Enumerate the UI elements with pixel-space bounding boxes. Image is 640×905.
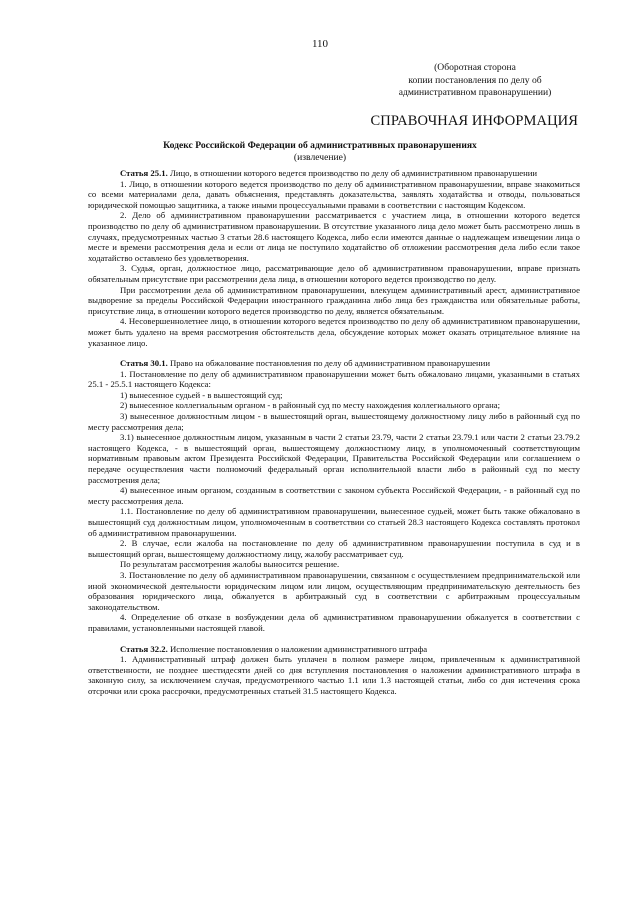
article-number: Статья 32.2.	[120, 643, 168, 654]
header-note-line: копии постановления по делу об	[408, 74, 542, 86]
paragraph: 4. Определение об отказе в возбуждении дела об административном правонарушении обжалуется в соответствии с правилами, установленными настоящей главой.	[88, 612, 580, 633]
paragraph: 3) вынесенное должностным лицом - в вышестоящий орган, вышестоящему должностному лицу либо в районный суд по месту рассмотрения дела;	[88, 411, 580, 432]
paragraph: 4) вынесенное иным органом, созданным в соответствии с законом субъекта Российской Федерации, - в районный суд по месту рассмотрения дела.	[88, 485, 580, 506]
paragraph: 3. Судья, орган, должностное лицо, рассматривающие дело об административном правонарушении, вправе признать обязательным присутствие при рассмотрении дела лица, в отношении которого ведется производство по делу.	[88, 263, 580, 284]
document-body	[88, 168, 580, 697]
header-note	[370, 62, 580, 100]
paragraph: 2) вынесенное коллегиальным органом - в районный суд по месту нахождения коллегиального органа;	[120, 400, 501, 411]
paragraph: 3. Постановление по делу об административном правонарушении, связанном с осуществлением предпринимательской или иной экономической деятельности юридическим лицом или лицом, осуществляющим предпринимательскую деятельность без образования юридического лица, обжалуется в арбитражный суд в соответствии с арбитражным процессуальным законодательством.	[88, 569, 580, 612]
article-heading	[88, 358, 580, 369]
paragraph: 2. В случае, если жалоба на постановление по делу об административном правонарушении поступила в суд и в вышестоящий орган, вышестоящему должностному лицу, жалобу рассматривает суд.	[88, 538, 580, 559]
article-title: Право на обжалование постановления по делу об административном правонарушении	[167, 358, 490, 369]
paragraph: 1) вынесенное судьей - в вышестоящий суд;	[120, 389, 283, 400]
article-title: Лицо, в отношении которого ведется производство по делу об административном правонарушении	[167, 168, 538, 178]
paragraph: 1. Лицо, в отношении которого ведется производство по делу об административном правонарушении, вправе знакомиться со всеми материалами дела, давать объяснения, представлять доказательства, заявлять ходатайства и отводы, пользоваться юридической помощью защитника, а также иными процессуальными правами в соответствии с настоящим Кодексом.	[88, 178, 580, 210]
header-note-line: административном правонарушении)	[398, 87, 552, 98]
paragraph: 1.1. Постановление по делу об административном правонарушении, вынесенное судьей, может быть также обжаловано в вышестоящий суд должностным лицом, уполномоченным в соответствии со статьей 28.3 настоящего Кодекса составлять протокол об административном правонарушении.	[88, 506, 580, 538]
article-number: Статья 25.1.	[120, 168, 168, 178]
article-number: Статья 30.1.	[120, 358, 168, 369]
paragraph: При рассмотрении дела об административном правонарушении, влекущем административный арест, административное выдворение за пределы Российской Федерации иностранного гражданина либо лица без гражданства или обязательные работы, присутствие лица, в отношении которого ведется производство по делу, является обязательным.	[88, 284, 580, 316]
reference-title: СПРАВОЧНАЯ ИНФОРМАЦИЯ	[370, 113, 578, 129]
article-heading	[88, 168, 580, 179]
paragraph: 1. Постановление по делу об административном правонарушении может быть обжаловано лицами, указанными в статьях 25.1 - 25.5.1 настоящего Кодекса:	[88, 368, 580, 390]
article-title: Исполнение постановления о наложении административного штрафа	[167, 643, 428, 654]
code-title: Кодекс Российской Федерации об административных правонарушениях	[163, 140, 477, 151]
header-note-line: (Оборотная сторона	[434, 62, 516, 73]
paragraph: 2. Дело об административном правонарушении рассматривается с участием лица, в отношении которого ведется производство по делу об административном правонарушении. В отсутствие указанного лица дело может быть рассмотрено лишь в случаях, предусмотренных частью 3 статьи 28.6 настоящего Кодекса, либо если имеются данные о надлежащем извещении лица о месте и времени рассмотрения дела и если от лица не поступило ходатайство об отложении рассмотрения дела либо если такое ходатайство оставлено без удовлетворения.	[88, 210, 580, 263]
paragraph: 3.1) вынесенное должностным лицом, указанным в части 2 статьи 23.79, части 2 статьи 23.79.1 или части 2 статьи 23.79.2 настоящего Кодекса, - в вышестоящий орган, вышестоящему должностному лицу, в уполномоченный соответствующим нормативным правовым актом Президента Российской Федерации, Правительства Российской Федерации или соглашением о передаче осуществления части полномочий федеральный орган исполнительной власти либо в районный суд по месту рассмотрения дела;	[88, 432, 580, 485]
paragraph: 1. Административный штраф должен быть уплачен в полном размере лицом, привлеченным к административной ответственности, не позднее шестидесяти дней со дня вступления постановления о наложении административного штрафа в законную силу, за исключением случая, предусмотренного частью 1.1 или 1.3 настоящей статьи, либо со дня истечения срока отсрочки или срока рассрочки, предусмотренных статьей 31.5 настоящего Кодекса.	[88, 654, 580, 696]
article-heading	[88, 644, 580, 655]
code-subtitle: (извлечение)	[293, 152, 347, 163]
page-number: 110	[311, 38, 329, 50]
paragraph: По результатам рассмотрения жалобы выносится решение.	[120, 559, 340, 570]
paragraph: 4. Несовершеннолетнее лицо, в отношении которого ведется производство по делу об административном правонарушении, может быть удалено на время рассмотрения обстоятельств дела, обсуждение которых может оказать отрицательное влияние на указанное лицо.	[88, 316, 580, 348]
